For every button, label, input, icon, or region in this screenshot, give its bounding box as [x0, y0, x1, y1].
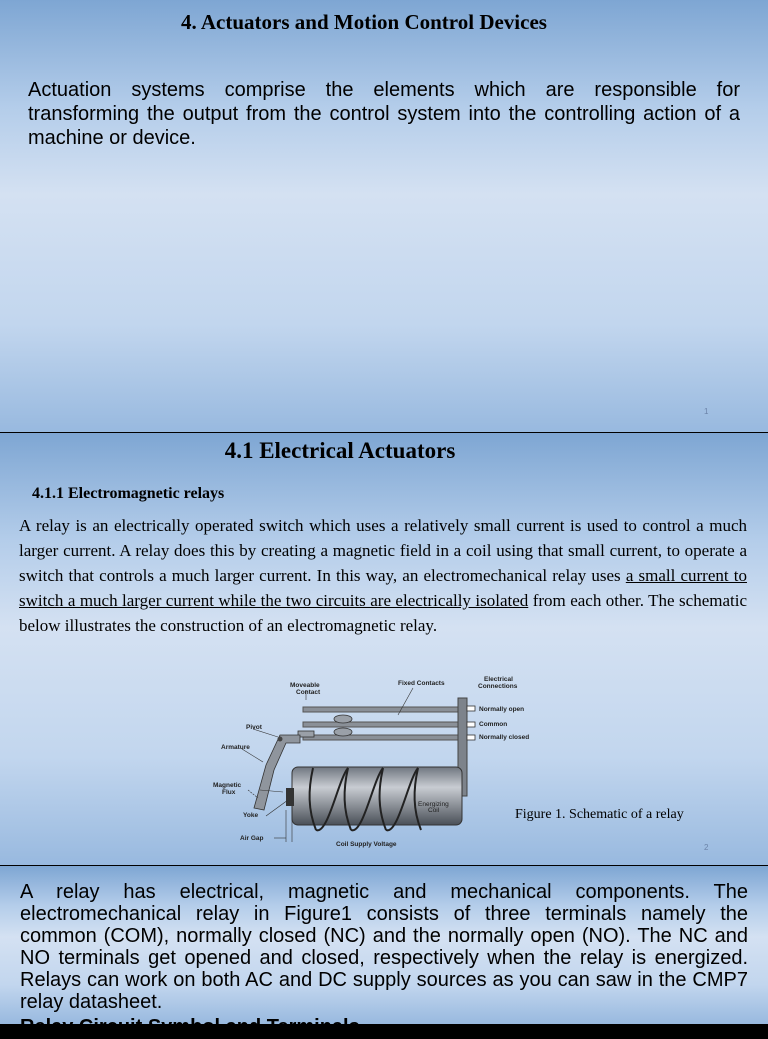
slide-2-body: [19, 513, 747, 638]
slide-2: [0, 433, 768, 865]
slide-1-body: Actuation systems comprise the elements which are responsible for transforming the output from the control system into the controlling action of a machine or device.: [28, 79, 740, 149]
page-number: 2: [704, 843, 709, 852]
yoke: [286, 788, 294, 806]
label-coil-supply-voltage: Coil Supply Voltage: [336, 841, 397, 848]
label-magnetic-flux-2: Flux: [222, 789, 236, 796]
relay-schematic: [208, 670, 548, 855]
label-moveable-contact-2: Contact: [296, 689, 321, 696]
slide-3-body: A relay has electrical, magnetic and mechanical components. The electromechanical relay in Figure1 consists of three terminals namely the common (COM), normally closed (NC) and the normally open (NO). The NC and NO terminals get opened and closed, respectively when the relay is energized. Relays can work on both AC and DC supply sources as you can saw in the CMP7 relay datasheet.: [20, 881, 748, 1013]
slide-1-title: 4. Actuators and Motion Control Devices: [181, 10, 547, 34]
label-air-gap: Air Gap: [240, 835, 264, 842]
label-normally-closed: Normally closed: [479, 734, 530, 741]
label-pivot: Pivot: [246, 724, 262, 731]
label-magnetic-flux: Magnetic: [213, 782, 242, 789]
pivot: [278, 737, 283, 742]
label-normally-open: Normally open: [479, 706, 525, 713]
page-number: 1: [704, 407, 709, 416]
label-armature: Armature: [221, 744, 250, 751]
body-text: A relay is an electrically operated switch which uses a relatively small current is used to control a much larger current. A relay does this by creating a magnetic field in a coil using that small current, to operate a switch that controls a much larger current. In this way, an electromechanical relay uses: [19, 516, 747, 585]
figure-caption: Figure 1. Schematic of a relay: [515, 807, 684, 822]
label-fixed-contacts: Fixed Contacts: [398, 680, 445, 687]
underlined-text: a small current to switch a much larger current while the two circuits are electrically isolated: [19, 566, 747, 610]
slide-2-title: 4.1 Electrical Actuators: [224, 438, 456, 463]
section-subheading: 4.1.1 Electromagnetic relays: [32, 485, 225, 502]
coil-core: [292, 767, 462, 825]
slide-1: [0, 0, 768, 432]
label-energizing-coil: Energizing: [418, 801, 449, 808]
label-common: Common: [479, 721, 508, 728]
contact-bars: [303, 707, 463, 740]
label-electrical-connections-2: Connections: [478, 683, 518, 690]
label-yoke: Yoke: [243, 812, 259, 819]
label-moveable-contact: Moveable: [290, 682, 320, 689]
label-electrical-connections: Electrical: [484, 676, 513, 683]
slide-3: [0, 866, 768, 1038]
body-text: from each other. The schematic below illustrates the construction of an electromagnetic relay.: [19, 591, 747, 635]
cut-off-heading: Relay Circuit Symbol and Terminals: [20, 1016, 360, 1038]
terminal-tabs: [467, 706, 475, 740]
label-energizing-coil-2: Coil: [428, 807, 440, 814]
